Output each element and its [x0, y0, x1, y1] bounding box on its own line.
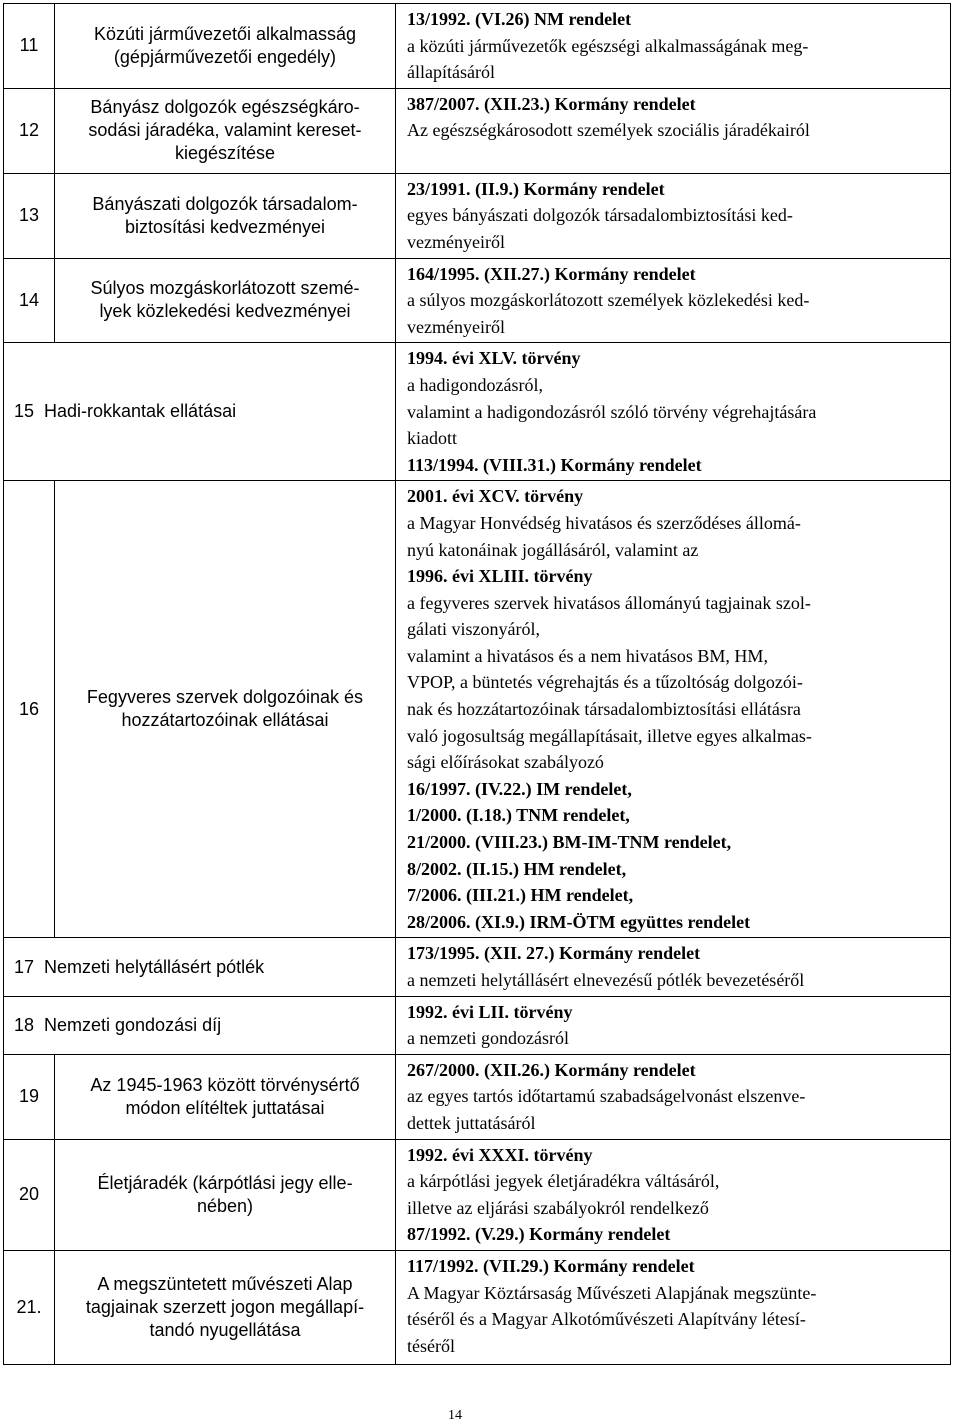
row-legislation: [396, 343, 951, 481]
row-legislation: [396, 1250, 951, 1364]
row-topic: [55, 1139, 396, 1250]
legislation-title: 164/1995. (XII.27.) Kormány rendelet: [407, 263, 696, 284]
legislation-text: való jogosultság megállapításait, illetve egyes alkalmas-: [407, 725, 812, 746]
legislation-title: 1996. évi XLIII. törvény: [407, 566, 593, 587]
row-topic: Nemzeti helytállásért pótlék: [44, 956, 265, 977]
topic-line: Életjáradék (kárpótlási jegy elle-: [97, 1172, 353, 1193]
legislation-text: a közúti járművezetők egészségi alkalmasságának meg-: [407, 35, 809, 56]
table-row: [4, 173, 951, 258]
legislation-text: téséről és a Magyar Alkotóművészeti Alapítvány létesí-: [407, 1309, 806, 1330]
row-number: 14: [4, 258, 55, 343]
row-topic: [55, 173, 396, 258]
row-legislation: [396, 1054, 951, 1139]
row-number: 18: [14, 1014, 35, 1035]
legislation-text: nyú katonáinak jogállásáról, valamint az: [407, 539, 699, 560]
legislation-text: valamint a hadigondozásról szóló törvény végrehajtására: [407, 401, 817, 422]
legislation-title: 13/1992. (VI.26) NM rendelet: [407, 9, 632, 29]
legislation-text: kiadott: [407, 428, 457, 449]
row-topic: Nemzeti gondozási díj: [44, 1014, 222, 1035]
topic-line: kiegészítése: [174, 143, 276, 164]
legislation-title: 21/2000. (VIII.23.) BM-IM-TNM rendelet,: [407, 832, 732, 853]
row-number: 16: [4, 481, 55, 938]
legislation-title: 1/2000. (I.18.) TNM rendelet,: [407, 805, 630, 826]
legislation-text: illetve az eljárási szabályokról rendelkező: [407, 1197, 709, 1218]
legislation-title: 8/2002. (II.15.) HM rendelet,: [407, 858, 627, 879]
table-row: [4, 4, 951, 89]
row-number: 20: [4, 1139, 55, 1250]
table-row: [4, 481, 951, 938]
row-topic: [55, 1250, 396, 1364]
legislation-text: téséről: [407, 1335, 455, 1356]
legislation-text: sági előírásokat szabályozó: [407, 752, 604, 773]
row-legislation: [396, 258, 951, 343]
legislation-text: Az egészségkárosodott személyek szociális járadékairól: [407, 120, 810, 141]
row-topic: [55, 88, 396, 173]
topic-line: Bányász dolgozók egészségkáro-: [90, 97, 360, 118]
legislation-text: gálati viszonyáról,: [407, 619, 540, 640]
legislation-text: állapításáról: [407, 62, 495, 83]
legislation-text: a fegyveres szervek hivatásos állományú tagjainak szol-: [407, 592, 811, 613]
topic-line: sodási járadéka, valamint kereset-: [88, 120, 362, 141]
row-legislation: [396, 996, 951, 1054]
legislation-title: 387/2007. (XII.23.) Kormány rendelet: [407, 93, 696, 114]
row-topic: Hadi-rokkantak ellátásai: [44, 401, 237, 422]
row-topic-cell: [4, 938, 396, 996]
legislation-text: a Magyar Honvédség hivatásos és szerződéses állomá-: [407, 512, 801, 533]
regulations-table: [3, 3, 951, 1365]
legislation-title: 23/1991. (II.9.) Kormány rendelet: [407, 178, 665, 199]
row-number: 17: [14, 956, 35, 977]
topic-line: hozzátartozóinak ellátásai: [121, 710, 329, 731]
legislation-title: 87/1992. (V.29.) Kormány rendelet: [407, 1224, 671, 1245]
legislation-title: 113/1994. (VIII.31.) Kormány rendelet: [407, 454, 702, 475]
row-number: 11: [4, 4, 55, 89]
legislation-title: 1992. évi XXXI. törvény: [407, 1144, 593, 1165]
topic-line: (gépjárművezetői engedély): [113, 46, 337, 67]
topic-line: A megszüntetett művészeti Alap: [97, 1273, 353, 1294]
table-row: [4, 343, 951, 481]
topic-line: tagjainak szerzett jogon megállapí-: [85, 1296, 365, 1317]
page-number: 14: [448, 1408, 462, 1423]
row-legislation: [396, 173, 951, 258]
topic-line: tandó nyugellátása: [149, 1319, 301, 1340]
legislation-text: a nemzeti gondozásról: [407, 1028, 569, 1049]
legislation-title: 16/1997. (IV.22.) IM rendelet,: [407, 778, 632, 799]
legislation-text: a kárpótlási jegyek életjáradékra váltásáról,: [407, 1171, 720, 1192]
row-topic-cell: [4, 996, 396, 1054]
legislation-title: 117/1992. (VII.29.) Kormány rendelet: [407, 1255, 695, 1276]
legislation-title: 28/2006. (XI.9.) IRM-ÖTM együttes rendelet: [407, 911, 751, 932]
topic-line: Bányászati dolgozók társadalom-: [92, 193, 358, 214]
topic-line: módon elítéltek juttatásai: [125, 1097, 325, 1118]
row-topic: [55, 258, 396, 343]
legislation-text: a hadigondozásról,: [407, 374, 543, 395]
topic-line: nében): [196, 1195, 254, 1216]
table-body: [4, 4, 951, 1365]
legislation-text: VPOP, a büntetés végrehajtás és a tűzoltóság dolgozói-: [407, 672, 803, 693]
table-row: [4, 1250, 951, 1364]
table-row: [4, 1054, 951, 1139]
legislation-title: 2001. évi XCV. törvény: [407, 486, 584, 507]
row-number: 15: [14, 401, 35, 422]
row-topic: [55, 1054, 396, 1139]
row-legislation: [396, 1139, 951, 1250]
topic-line: Közúti járművezetői alkalmasság: [93, 23, 357, 44]
table-row: [4, 258, 951, 343]
legislation-text: a nemzeti helytállásért elnevezésű pótlék bevezetéséről: [407, 970, 805, 990]
legislation-text: nak és hozzátartozóinak társadalombiztosítási ellátásra: [407, 699, 801, 720]
row-number: 21.: [4, 1250, 55, 1364]
topic-line: Az 1945-1963 között törvénysértő: [90, 1074, 360, 1095]
legislation-text: dettek juttatásáról: [407, 1112, 536, 1133]
row-number: 19: [4, 1054, 55, 1139]
table-row: [4, 996, 951, 1054]
row-number: 13: [4, 173, 55, 258]
row-legislation: [396, 938, 951, 996]
topic-line: lyek közlekedési kedvezményei: [99, 301, 351, 322]
topic-line: Fegyveres szervek dolgozóinak és: [86, 687, 364, 708]
table-row: [4, 938, 951, 996]
legislation-title: 173/1995. (XII. 27.) Kormány rendelet: [407, 943, 701, 964]
legislation-text: egyes bányászati dolgozók társadalombiztosítási ked-: [407, 205, 793, 226]
row-number: 12: [4, 88, 55, 173]
row-legislation: [396, 88, 951, 173]
row-topic-cell: [4, 343, 396, 481]
topic-line: Súlyos mozgáskorlátozott szemé-: [90, 278, 360, 299]
legislation-text: vezményeiről: [407, 231, 505, 252]
row-legislation: [396, 4, 951, 89]
row-topic: [55, 481, 396, 938]
legislation-title: 7/2006. (III.21.) HM rendelet,: [407, 885, 634, 906]
legislation-title: 1992. évi LII. törvény: [407, 1001, 573, 1022]
topic-line: biztosítási kedvezményei: [124, 216, 326, 237]
legislation-text: vezményeiről: [407, 316, 505, 337]
table-row: [4, 1139, 951, 1250]
table-row: [4, 88, 951, 173]
legislation-text: A Magyar Köztársaság Művészeti Alapjának megszünte-: [407, 1282, 817, 1303]
row-topic: [55, 4, 396, 89]
legislation-text: valamint a hivatásos és a nem hivatásos BM, HM,: [407, 645, 768, 666]
legislation-text: az egyes tartós időtartamú szabadságelvonást elszenve-: [407, 1086, 806, 1107]
row-legislation: [396, 481, 951, 938]
legislation-title: 267/2000. (XII.26.) Kormány rendelet: [407, 1059, 696, 1080]
legislation-title: 1994. évi XLV. törvény: [407, 348, 581, 369]
legislation-text: a súlyos mozgáskorlátozott személyek közlekedési ked-: [407, 290, 810, 311]
